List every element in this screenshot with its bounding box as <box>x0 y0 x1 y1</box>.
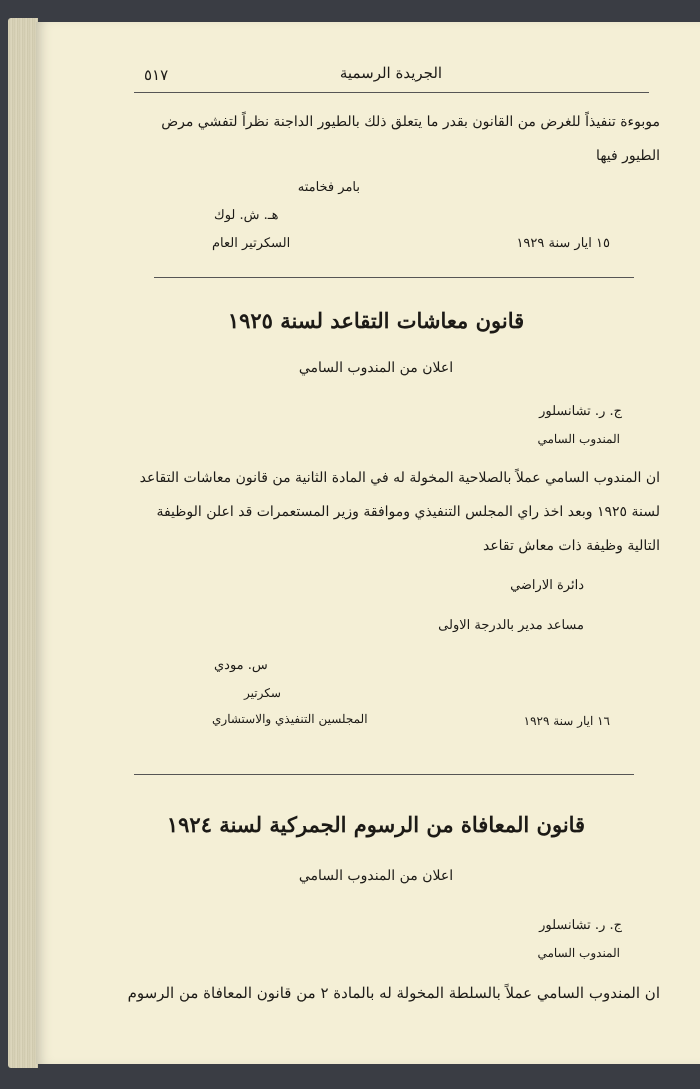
section1-signatory-council: المجلسين التنفيذي والاستشاري <box>212 712 368 726</box>
section1-date: ١٦ ايار سنة ١٩٢٩ <box>523 714 610 728</box>
section2-body-line-1: ان المندوب السامي عملاً بالسلطة المخولة له بالمادة ٢ من قانون المعافاة من الرسوم <box>127 984 660 1002</box>
section1-issuer-name: ج. ر. تشانسلور <box>539 404 622 419</box>
section2-title: قانون المعافاة من الرسوم الجمركية لسنة ١٩٢٤ <box>166 812 586 837</box>
section1-signatory-title: سكرتير <box>244 686 281 700</box>
section-divider-1 <box>154 277 634 278</box>
section1-issuer-title: المندوب السامي <box>537 432 620 446</box>
notice-signatory-name: هـ. ش. لوك <box>214 208 279 223</box>
notice-signatory-title: السكرتير العام <box>212 236 291 251</box>
notice-line-1: موبوءة تنفيذاً للغرض من القانون بقدر ما يتعلق ذلك بالطيور الداجنة نظراً لتفشي مرض <box>161 114 660 130</box>
page-number: ٥١٧ <box>144 66 169 84</box>
section2-issuer-name: ج. ر. تشانسلور <box>539 918 622 933</box>
section1-body-line-2: لسنة ١٩٢٥ وبعد اخذ راي المجلس التنفيذي وموافقة وزير المستعمرات قد اعلن الوظيفة <box>156 504 660 520</box>
by-order-text: بامر فخامته <box>297 180 360 195</box>
notice-date: ١٥ ايار سنة ١٩٢٩ <box>516 236 610 251</box>
section1-body-line-3: التالية وظيفة ذات معاش تقاعد <box>482 538 660 554</box>
department-name: دائرة الاراضي <box>510 578 584 593</box>
section-divider-2 <box>134 774 634 775</box>
section1-body-line-1: ان المندوب السامي عملاً بالصلاحية المخولة له في المادة الثانية من قانون معاشات التقاعد <box>139 470 660 486</box>
section1-subtitle: اعلان من المندوب السامي <box>298 360 454 376</box>
notice-line-2: الطيور فيها <box>596 148 660 164</box>
section1-signatory-name: س. مودي <box>214 658 268 673</box>
document-page <box>36 22 700 1064</box>
section1-title: قانون معاشات التقاعد لسنة ١٩٢٥ <box>227 308 525 333</box>
book-page-edges <box>8 18 38 1068</box>
section2-subtitle: اعلان من المندوب السامي <box>298 868 454 884</box>
header-rule <box>134 92 649 93</box>
page-header-title: الجريدة الرسمية <box>339 64 443 82</box>
position-name: مساعد مدير بالدرجة الاولى <box>438 618 584 633</box>
section2-issuer-title: المندوب السامي <box>537 946 620 960</box>
